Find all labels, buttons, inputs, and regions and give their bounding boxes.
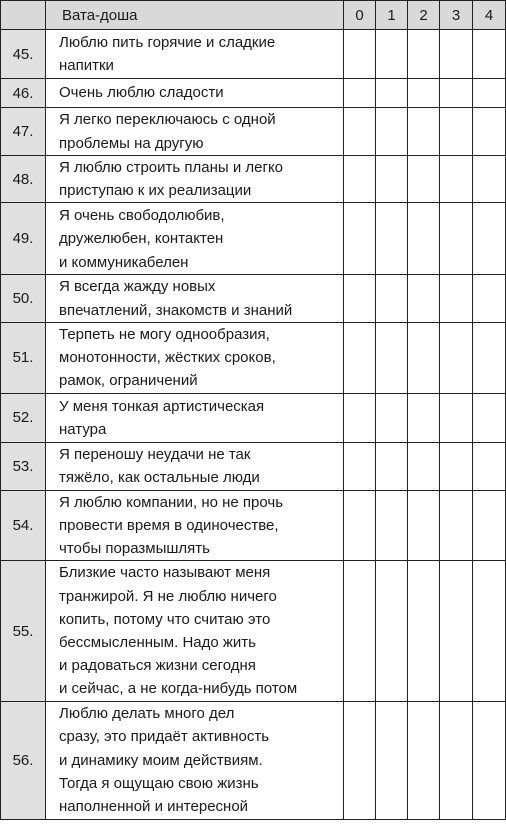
score-cell-4[interactable] [473, 442, 506, 490]
score-cell-0[interactable] [344, 203, 376, 275]
table-row [1, 393, 506, 442]
question-text [46, 393, 344, 442]
score-cell-4[interactable] [473, 275, 506, 322]
header-number-cell [1, 1, 46, 30]
question-text-line: Близкие часто называют меня [59, 564, 271, 582]
score-cell-0[interactable] [344, 79, 376, 108]
table-row [1, 322, 506, 393]
score-cell-2[interactable] [408, 322, 440, 393]
score-cell-1[interactable] [376, 701, 408, 819]
score-cell-0[interactable] [344, 701, 376, 819]
score-cell-1[interactable] [376, 442, 408, 490]
score-cell-4[interactable] [473, 561, 506, 701]
question-text-line: и сейчас, а не когда-нибудь потом [59, 680, 298, 698]
question-text [46, 442, 344, 490]
score-cell-0[interactable] [344, 442, 376, 490]
question-number: 48. [1, 156, 46, 203]
score-cell-4[interactable] [473, 701, 506, 819]
score-cell-4[interactable] [473, 393, 506, 442]
question-number: 51. [1, 322, 46, 393]
score-cell-4[interactable] [473, 108, 506, 156]
question-number: 49. [1, 203, 46, 275]
question-text-line: Терпеть не могу однообразия, [59, 326, 270, 343]
score-cell-4[interactable] [473, 79, 506, 108]
score-cell-4[interactable] [473, 156, 506, 203]
question-text-line: рамок, ограничений [59, 372, 198, 390]
question-number: 56. [1, 701, 46, 819]
question-text-line: Люблю пить горячие и сладкие [59, 33, 276, 51]
question-text-line: напитки [59, 57, 114, 74]
score-header-3: 3 [440, 1, 473, 30]
score-header-0: 0 [344, 1, 376, 30]
question-text [46, 203, 344, 275]
score-cell-2[interactable] [408, 275, 440, 322]
score-header-2: 2 [408, 1, 440, 30]
score-cell-4[interactable] [473, 203, 506, 275]
score-cell-1[interactable] [376, 156, 408, 203]
score-cell-3[interactable] [440, 701, 473, 819]
table-row [1, 490, 506, 561]
table-row [1, 203, 506, 275]
question-number: 52. [1, 393, 46, 442]
score-cell-3[interactable] [440, 108, 473, 156]
question-text-line: монотонности, жёстких сроков, [59, 349, 276, 367]
table-row [1, 561, 506, 701]
score-cell-3[interactable] [440, 30, 473, 79]
question-text-line: Я очень свободолюбив, [59, 207, 225, 225]
question-text-line: Очень люблю сладости [59, 84, 224, 102]
question-text-line: У меня тонкая артистическая [59, 397, 265, 415]
question-text-line: Я люблю компании, но не прочь [59, 493, 284, 511]
question-number: 46. [1, 79, 46, 108]
question-text-line: Я легко переключаюсь с одной [59, 111, 276, 129]
question-text-line: транжирой. Я не люблю ничего [59, 587, 277, 605]
score-cell-0[interactable] [344, 561, 376, 701]
question-text [46, 322, 344, 393]
header-title: Вата-доша [46, 1, 344, 30]
score-cell-0[interactable] [344, 156, 376, 203]
question-text-line: Я всегда жажду новых [59, 278, 216, 296]
score-cell-2[interactable] [408, 701, 440, 819]
question-text-line: дружелюбен, контактен [59, 230, 224, 248]
question-number: 54. [1, 490, 46, 561]
score-cell-4[interactable] [473, 322, 506, 393]
question-number: 45. [1, 30, 46, 79]
score-cell-1[interactable] [376, 490, 408, 561]
question-text [46, 79, 344, 108]
question-text-line: и динамику моим действиям. [59, 751, 263, 769]
score-cell-1[interactable] [376, 561, 408, 701]
question-text-line: впечатлений, знакомств и знаний [59, 301, 293, 319]
question-text-line: наполненной и интересной [59, 797, 249, 815]
question-text-line: провести время в одиночестве, [59, 517, 279, 535]
questions-body [1, 30, 506, 820]
question-text-line: Я люблю строить планы и легко [59, 159, 284, 176]
score-cell-0[interactable] [344, 393, 376, 442]
question-text [46, 156, 344, 203]
score-cell-3[interactable] [440, 393, 473, 442]
score-cell-2[interactable] [408, 561, 440, 701]
score-cell-3[interactable] [440, 442, 473, 490]
score-cell-2[interactable] [408, 203, 440, 275]
table-row [1, 79, 506, 108]
question-number: 47. [1, 108, 46, 156]
table-row [1, 442, 506, 490]
question-text [46, 561, 344, 701]
question-text-line: натура [59, 420, 107, 438]
score-cell-3[interactable] [440, 156, 473, 203]
score-cell-3[interactable] [440, 275, 473, 322]
score-cell-1[interactable] [376, 275, 408, 322]
table-row [1, 108, 506, 156]
table-row [1, 275, 506, 322]
question-text [46, 701, 344, 819]
question-text-line: и радоваться жизни сегодня [59, 657, 256, 675]
score-cell-2[interactable] [408, 108, 440, 156]
score-header-1: 1 [376, 1, 408, 30]
score-cell-2[interactable] [408, 442, 440, 490]
question-number: 53. [1, 442, 46, 490]
score-cell-1[interactable] [376, 108, 408, 156]
score-cell-3[interactable] [440, 561, 473, 701]
score-cell-0[interactable] [344, 275, 376, 322]
score-cell-4[interactable] [473, 490, 506, 561]
score-cell-3[interactable] [440, 203, 473, 275]
header-row [1, 1, 506, 30]
question-text-line: бессмысленным. Надо жить [59, 634, 256, 652]
question-text [46, 108, 344, 156]
table-row [1, 701, 506, 819]
question-text [46, 275, 344, 322]
score-cell-3[interactable] [440, 79, 473, 108]
question-text-line: копить, потому что считаю это [59, 610, 271, 628]
score-cell-0[interactable] [344, 490, 376, 561]
question-text-line: проблемы на другую [59, 134, 204, 152]
question-text-line: тяжёло, как остальные люди [59, 469, 260, 487]
question-text-line: Тогда я ощущаю свою жизнь [59, 774, 259, 792]
score-cell-1[interactable] [376, 30, 408, 79]
score-cell-1[interactable] [376, 203, 408, 275]
score-cell-2[interactable] [408, 156, 440, 203]
score-cell-2[interactable] [408, 30, 440, 79]
score-cell-4[interactable] [473, 30, 506, 79]
question-text-line: сразу, это придаёт активность [59, 728, 270, 746]
score-cell-0[interactable] [344, 30, 376, 79]
score-cell-0[interactable] [344, 108, 376, 156]
question-text-line: и коммуникабелен [59, 253, 189, 271]
score-cell-1[interactable] [376, 393, 408, 442]
question-text-line: Я переношу неудачи не так [59, 446, 251, 464]
score-cell-2[interactable] [408, 490, 440, 561]
table-row [1, 30, 506, 79]
question-text [46, 490, 344, 561]
score-header-4: 4 [473, 1, 506, 30]
score-cell-3[interactable] [440, 322, 473, 393]
question-number: 55. [1, 561, 46, 701]
score-cell-2[interactable] [408, 79, 440, 108]
score-cell-2[interactable] [408, 393, 440, 442]
question-text-line: Люблю делать много дел [59, 705, 235, 723]
question-text-line: приступаю к их реализации [59, 182, 252, 200]
score-cell-3[interactable] [440, 490, 473, 561]
question-number: 50. [1, 275, 46, 322]
question-text [46, 30, 344, 79]
table-row [1, 156, 506, 203]
question-text-line: чтобы поразмышлять [59, 540, 210, 558]
score-cell-1[interactable] [376, 79, 408, 108]
score-cell-0[interactable] [344, 322, 376, 393]
score-cell-1[interactable] [376, 322, 408, 393]
